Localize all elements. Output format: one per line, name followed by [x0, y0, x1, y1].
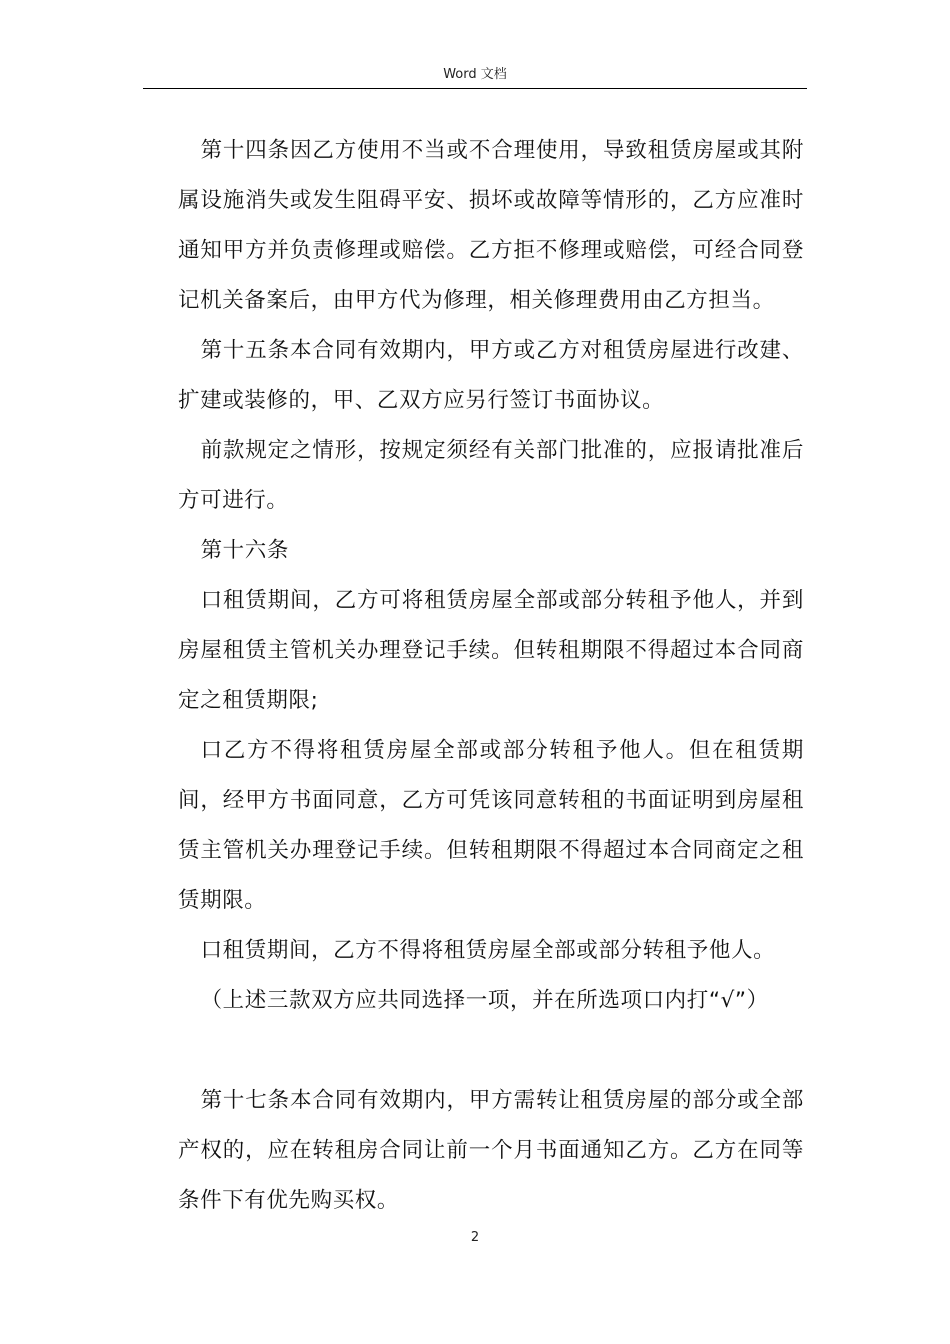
paragraph-article-15: 第十五条本合同有效期内，甲方或乙方对租赁房屋进行改建、扩建或装修的，甲、乙双方应另行签订书面协议。 — [178, 338, 804, 413]
page-header: Word 文档 — [443, 67, 507, 82]
blank-line — [178, 1026, 804, 1076]
paragraph-article-17: 第十七条本合同有效期内，甲方需转让租赁房屋的部分或全部产权的，应在转租房合同让前一个月书面通知乙方。乙方在同等条件下有优先购买权。 — [178, 1088, 804, 1213]
page-number: 2 — [470, 1230, 480, 1245]
paragraph-article-16-heading: 第十六条 — [200, 538, 289, 563]
paragraph-selection-note: （上述三款双方应共同选择一项，并在所选项口内打“√”） — [200, 988, 769, 1013]
document-body — [178, 126, 804, 1226]
paragraph-option-2: 口乙方不得将租赁房屋全部或部分转租予他人。但在租赁期间，经甲方书面同意，乙方可凭该同意转租的书面证明到房屋租赁主管机关办理登记手续。但转租期限不得超过本合同商定之租赁期限。 — [178, 738, 804, 913]
header-divider — [143, 88, 807, 89]
paragraph-option-3: 口租赁期间，乙方不得将租赁房屋全部或部分转租予他人。 — [200, 938, 776, 963]
paragraph-option-1: 口租赁期间，乙方可将租赁房屋全部或部分转租予他人，并到房屋租赁主管机关办理登记手续。但转租期限不得超过本合同商定之租赁期限; — [178, 588, 804, 713]
paragraph-approval-clause: 前款规定之情形，按规定须经有关部门批准的，应报请批准后方可进行。 — [178, 438, 804, 513]
paragraph-article-14: 第十四条因乙方使用不当或不合理使用，导致租赁房屋或其附属设施消失或发生阻碍平安、损坏或故障等情形的，乙方应准时通知甲方并负责修理或赔偿。乙方拒不修理或赔偿，可经合同登记机关备案后，由甲方代为修理，相关修理费用由乙方担当。 — [178, 138, 804, 313]
